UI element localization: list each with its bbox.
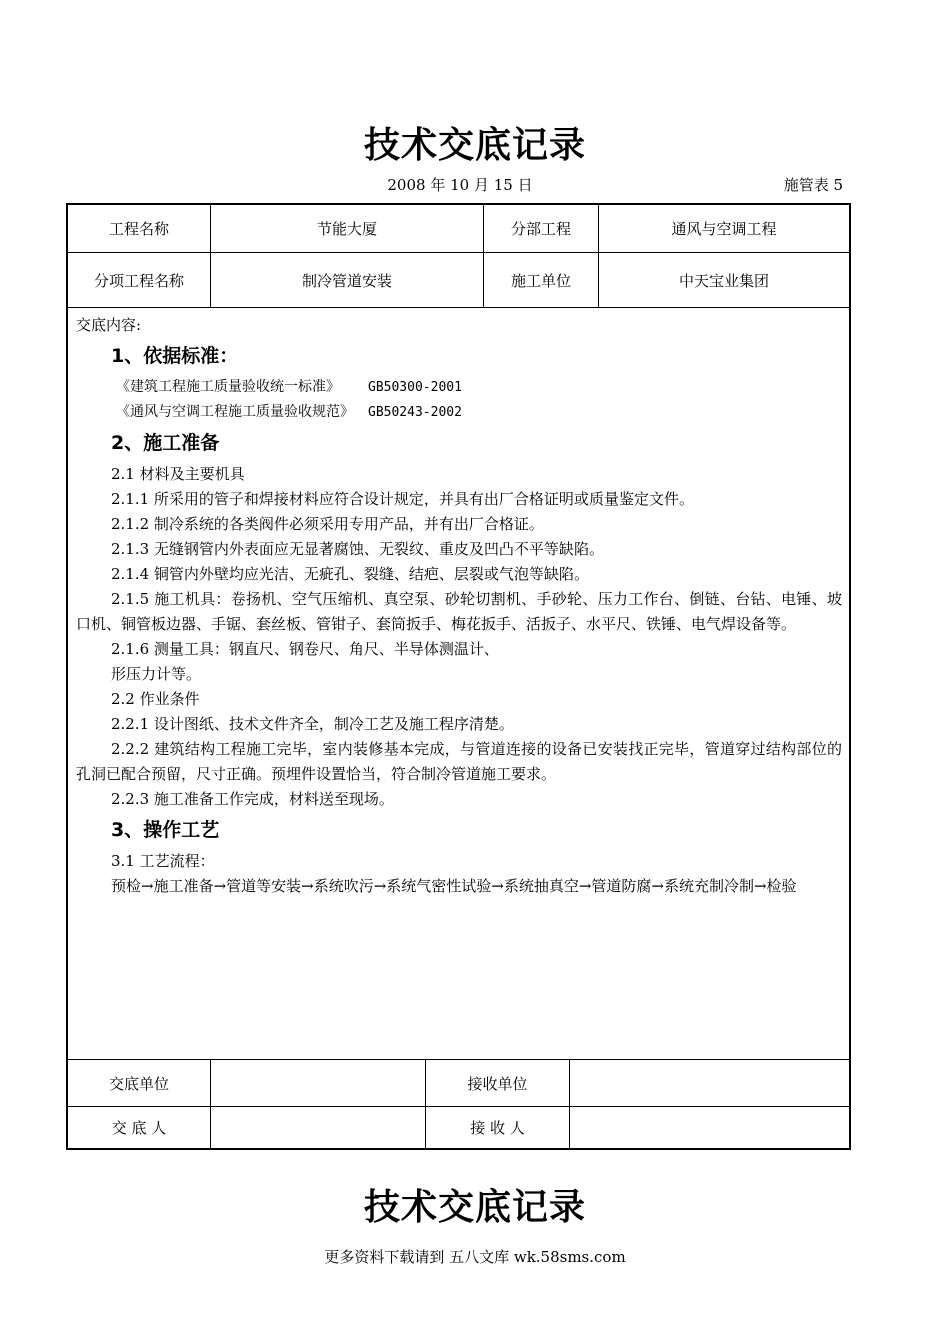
section-heading: 2、施工准备 xyxy=(111,432,220,454)
receiving-unit-field xyxy=(570,1060,849,1106)
section-heading: 1、依据标准： xyxy=(111,345,239,367)
page-title-repeat: 技术交底记录 xyxy=(363,1187,586,1228)
standard-reference xyxy=(76,375,842,400)
record-date: 2008 年 10 月 15 日 xyxy=(387,176,533,194)
table-divider xyxy=(66,307,851,308)
briefing-content xyxy=(76,313,842,899)
standard-name: 《建筑工程施工质量验收统一标准》 xyxy=(116,379,340,395)
process-flow: 预检→施工准备→管道等安装→系统吹污→系统气密性试验→系统抽真空→管道防腐→系统充制冷制→检验 xyxy=(111,877,797,895)
handover-unit-field xyxy=(211,1060,425,1106)
sub-item-label: 分项工程名称 xyxy=(93,271,184,290)
paragraph: 2.1.1 所采用的管子和焊接材料应符合设计规定，并具有出厂合格证明或质量鉴定文件。 xyxy=(111,490,694,508)
project-name-label: 工程名称 xyxy=(108,220,169,238)
form-number: 施管表 5 xyxy=(783,176,843,194)
paragraph: 2.1.4 铜管内外壁均应光洁、无疵孔、裂缝、结疤、层裂或气泡等缺陷。 xyxy=(111,565,589,583)
receiver-label: 接 收 人 xyxy=(470,1119,525,1137)
paragraph: 形压力计等。 xyxy=(111,665,202,683)
paragraph: 2.1.3 无缝钢管内外表面应无显著腐蚀、无裂纹、重皮及凹凸不平等缺陷。 xyxy=(111,540,604,558)
content-label: 交底内容: xyxy=(76,316,142,334)
paragraph: 2.2 作业条件 xyxy=(111,690,200,708)
standard-code: GB50300-2001 xyxy=(368,380,462,395)
paragraph: 2.1.5 施工机具：卷扬机、空气压缩机、真空泵、砂轮切割机、手砂轮、压力工作台、倒链、台钻、电锤、坡口机、铜管板边器、手锯、套丝板、管钳子、套筒扳手、梅花扳手、活扳子、水平尺、铁锤、电气焊设备等。 xyxy=(76,590,842,633)
paragraph: 2.1.6 测量工具：钢直尺、钢卷尺、角尺、半导体测温计、 xyxy=(111,640,499,658)
paragraph: 2.1 材料及主要机具 xyxy=(111,465,245,483)
receiving-unit-label: 接收单位 xyxy=(467,1074,528,1093)
standard-name: 《通风与空调工程施工质量验收规范》 xyxy=(116,404,354,420)
sub-item-value: 制冷管道安装 xyxy=(301,271,392,290)
paragraph: 2.1.2 制冷系统的各类阀件必须采用专用产品，并有出厂合格证。 xyxy=(111,515,544,533)
section-heading: 3、操作工艺 xyxy=(111,819,220,841)
division-value: 通风与空调工程 xyxy=(671,220,777,238)
footer-download-note: 更多资料下载请到 五八文库 wk.58sms.com xyxy=(324,1248,626,1266)
page-title: 技术交底记录 xyxy=(363,125,586,166)
handover-person-label: 交 底 人 xyxy=(111,1119,167,1137)
paragraph: 2.2.1 设计图纸、技术文件齐全，制冷工艺及施工程序清楚。 xyxy=(111,715,514,733)
standard-reference xyxy=(76,400,842,425)
project-name-value: 节能大厦 xyxy=(316,220,377,238)
paragraph: 2.2.3 施工准备工作完成，材料送至现场。 xyxy=(111,790,394,808)
standard-code: GB50243-2002 xyxy=(368,405,462,420)
handover-person-field xyxy=(211,1107,425,1148)
receiver-field xyxy=(570,1107,849,1148)
division-label: 分部工程 xyxy=(510,220,571,238)
contractor-label: 施工单位 xyxy=(510,271,571,290)
paragraph: 3.1 工艺流程： xyxy=(111,852,215,870)
paragraph: 2.2.2 建筑结构工程施工完毕，室内装修基本完成，与管道连接的设备已安装找正完毕，管道穿过结构部位的孔洞已配合预留，尺寸正确。预埋件设置恰当，符合制冷管道施工要求。 xyxy=(76,740,842,783)
handover-unit-label: 交底单位 xyxy=(108,1074,169,1093)
contractor-value: 中天宝业集团 xyxy=(678,271,769,290)
